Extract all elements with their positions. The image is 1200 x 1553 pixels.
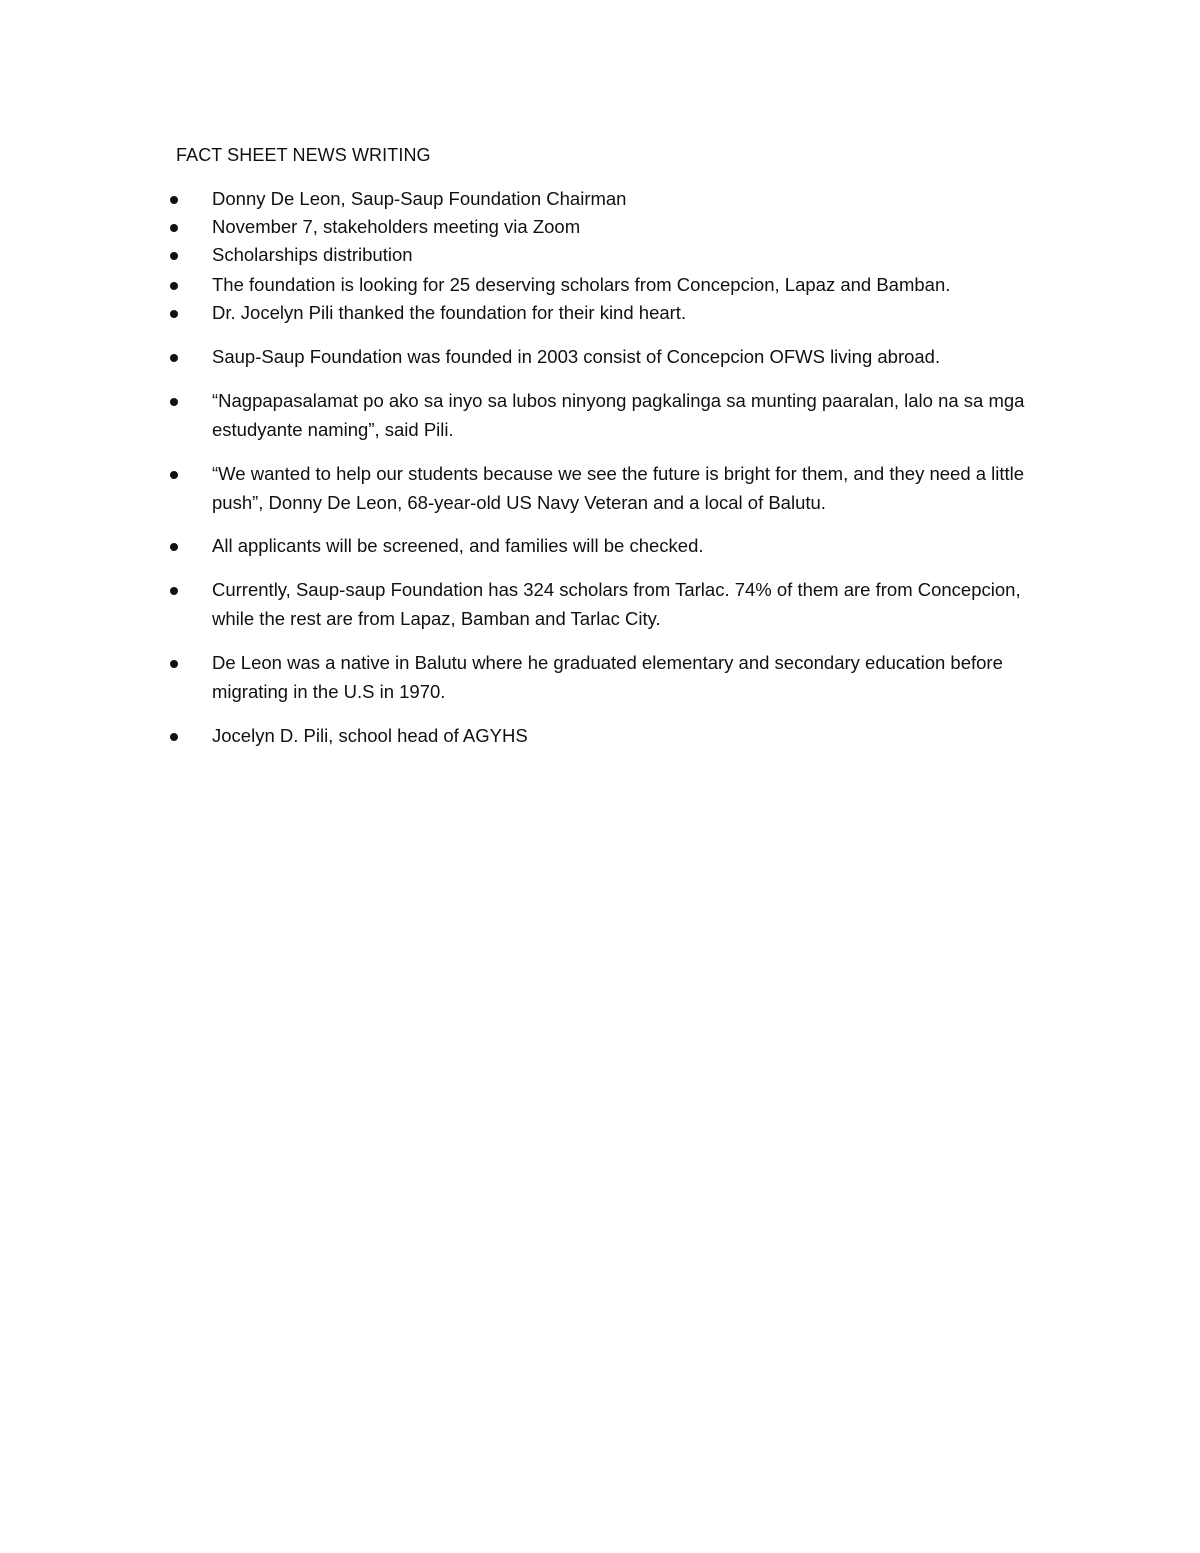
fact-item [170, 722, 1070, 751]
fact-text: Currently, Saup-saup Foundation has 324 scholars from Tarlac. 74% of them are from Concepcion, while the rest are from Lapaz, Bamban and Tarlac City. [212, 579, 1021, 629]
fact-item [170, 576, 1070, 633]
fact-text: The foundation is looking for 25 deserving scholars from Concepcion, Lapaz and Bamban. [212, 274, 951, 295]
fact-text: “Nagpapasalamat po ako sa inyo sa lubos ninyong pagkalinga sa munting paaralan, lalo na sa mga estudyante naming”, said Pili. [212, 390, 1025, 440]
fact-item [170, 343, 1070, 372]
fact-text: Scholarships distribution [212, 244, 413, 265]
fact-item [170, 649, 1070, 706]
bullet-icon [170, 660, 178, 668]
fact-item [170, 271, 1070, 300]
bullet-icon [170, 398, 178, 406]
fact-text: “We wanted to help our students because we see the future is bright for them, and they need a little push”, Donny De Leon, 68-year-old US Navy Veteran and a local of Balutu. [212, 463, 1025, 513]
bullet-icon [170, 543, 178, 551]
bullet-icon [170, 224, 178, 232]
fact-item [170, 241, 1070, 270]
bullet-icon [170, 310, 178, 318]
fact-item [170, 213, 1070, 242]
fact-item [170, 185, 1070, 214]
fact-text: Dr. Jocelyn Pili thanked the foundation for their kind heart. [212, 302, 687, 323]
fact-item [170, 460, 1070, 517]
bullet-icon [170, 354, 178, 362]
fact-text: Donny De Leon, Saup-Saup Foundation Chairman [212, 188, 627, 209]
fact-text: All applicants will be screened, and families will be checked. [212, 535, 704, 556]
fact-item [170, 387, 1070, 444]
fact-item [170, 532, 1070, 561]
fact-text: November 7, stakeholders meeting via Zoom [212, 216, 581, 237]
fact-text: Jocelyn D. Pili, school head of AGYHS [212, 725, 528, 746]
fact-text: De Leon was a native in Balutu where he graduated elementary and secondary education before migrating in the U.S in 1970. [212, 652, 1003, 702]
bullet-icon [170, 196, 178, 204]
fact-text: Saup-Saup Foundation was founded in 2003 consist of Concepcion OFWS living abroad. [212, 346, 941, 367]
bullet-icon [170, 733, 178, 741]
document-title: FACT SHEET NEWS WRITING [176, 145, 431, 165]
bullet-icon [170, 587, 178, 595]
bullet-icon [170, 252, 178, 260]
bullet-icon [170, 471, 178, 479]
fact-item [170, 299, 1070, 328]
bullet-icon [170, 282, 178, 290]
